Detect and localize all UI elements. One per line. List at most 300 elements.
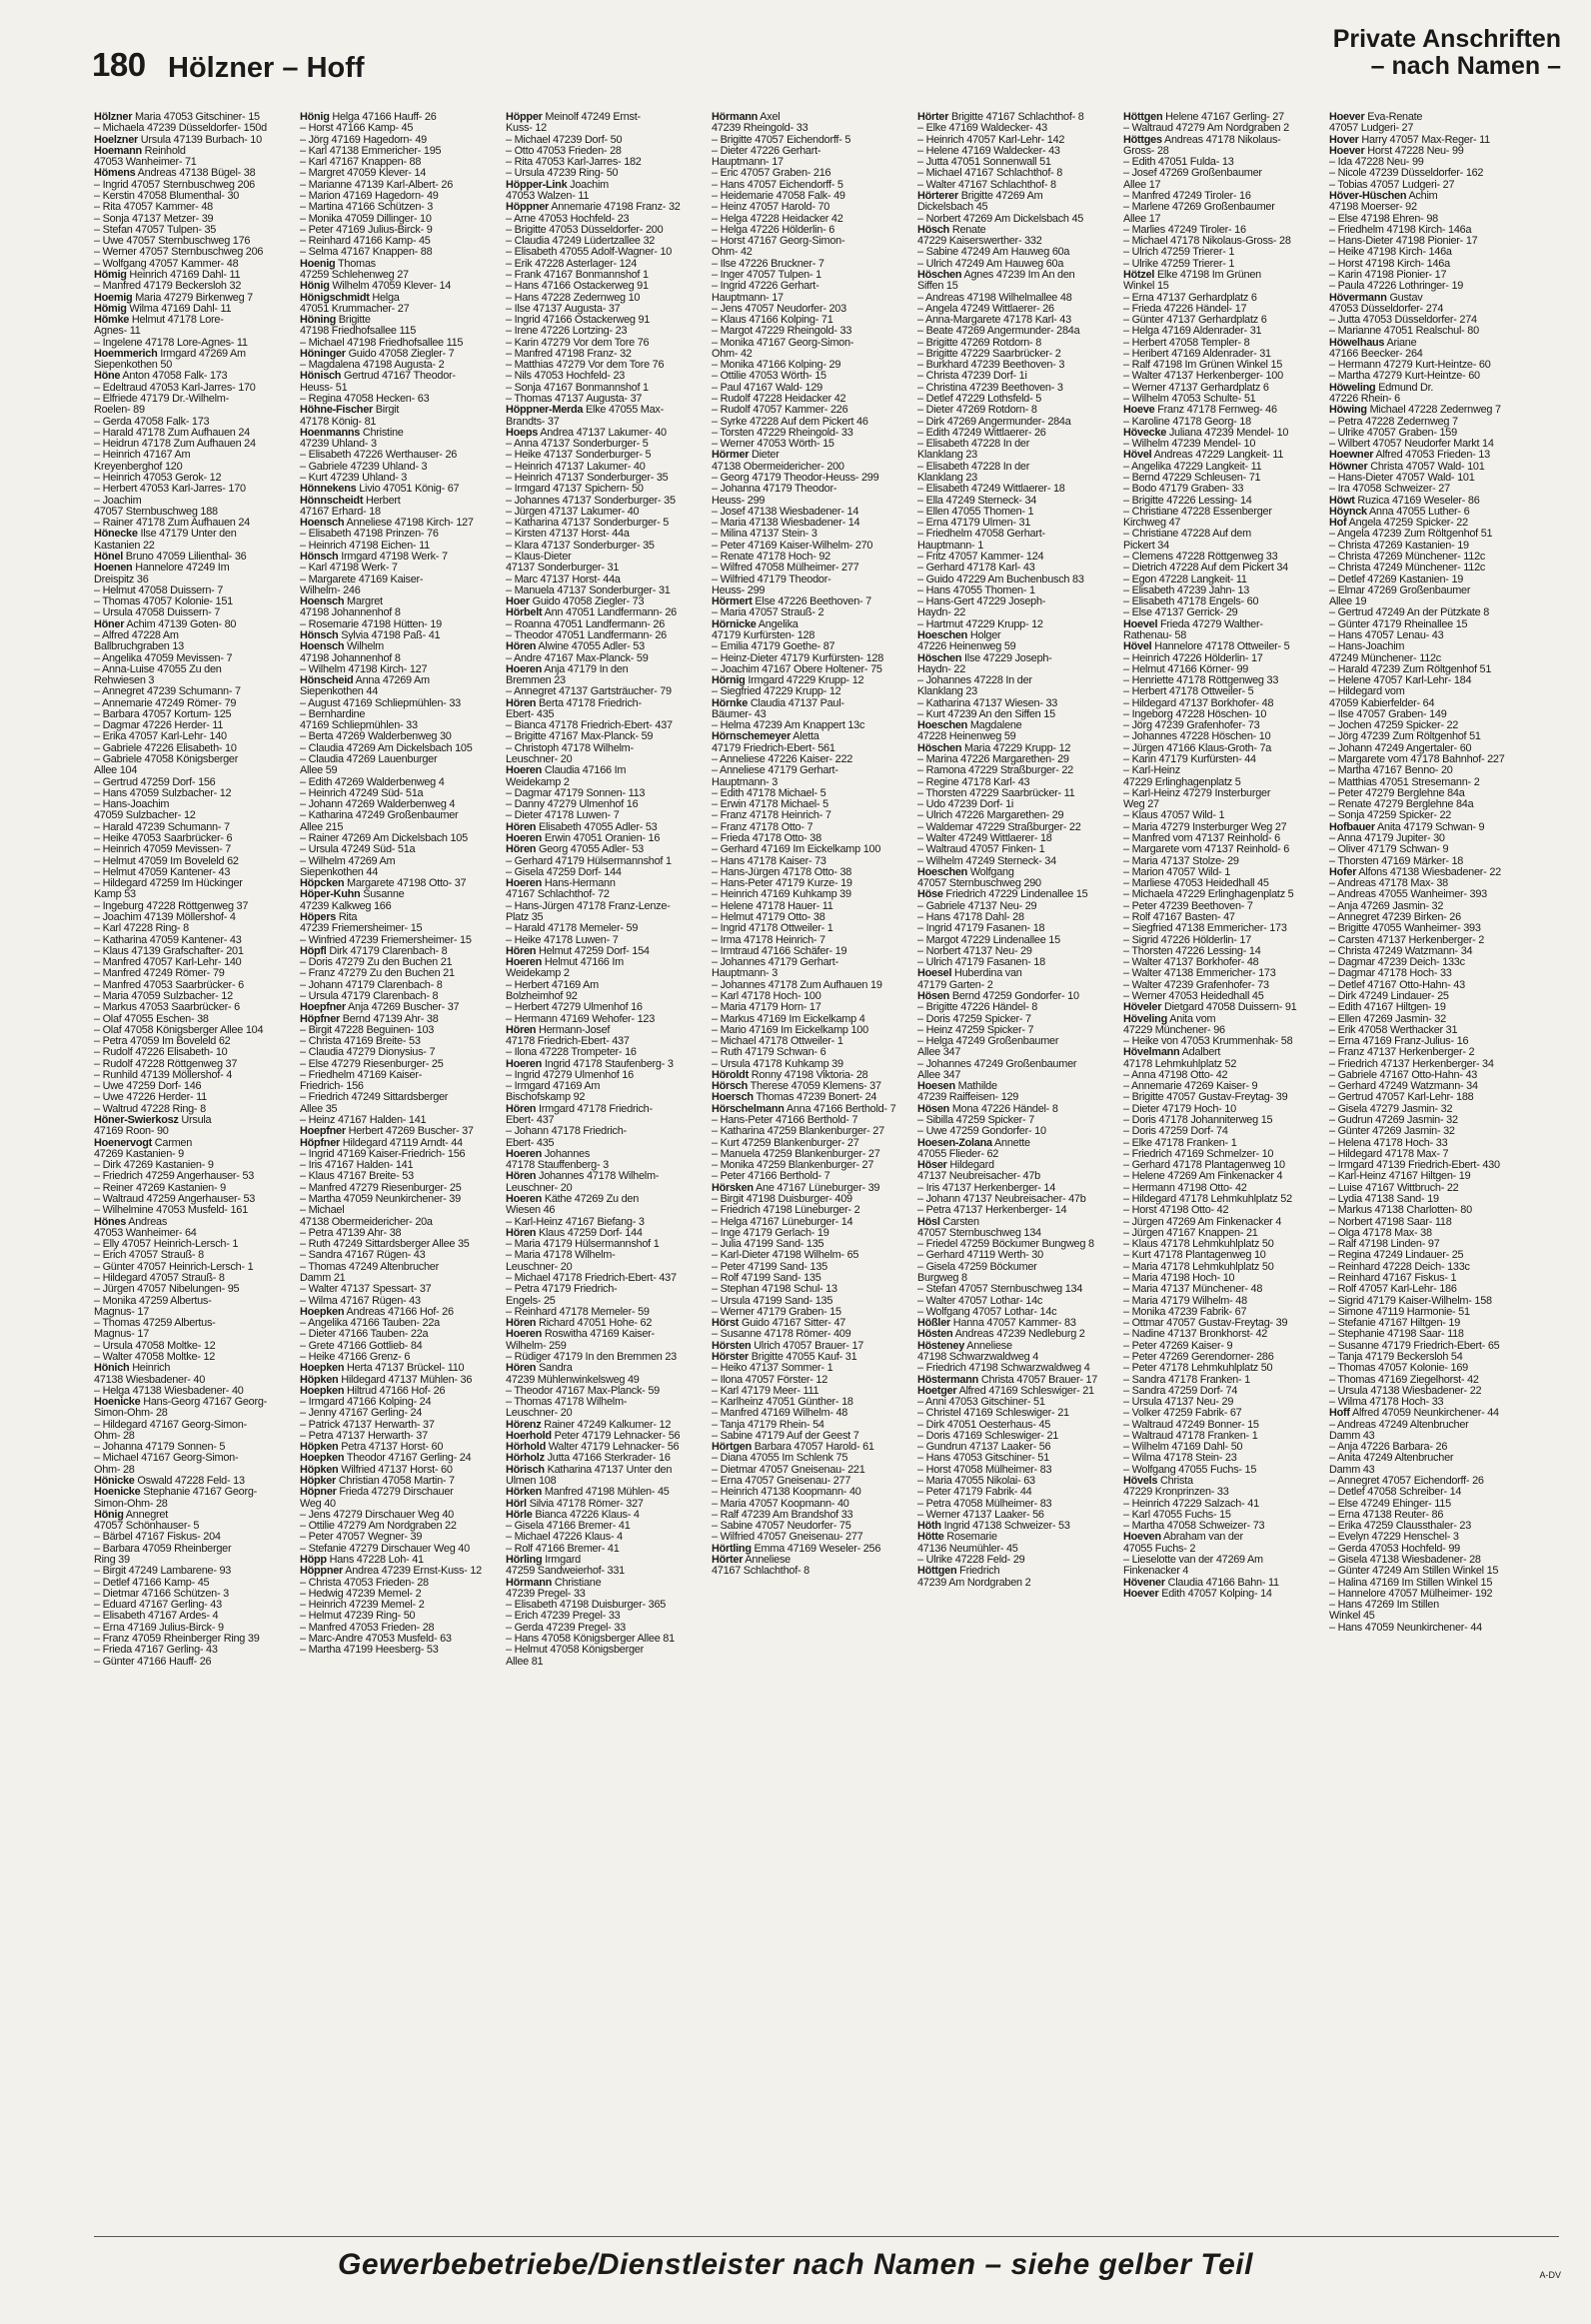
directory-entry [1123,653,1321,664]
directory-entry [506,225,704,236]
directory-entry [300,1600,498,1611]
entry-details: – Tobias 47057 Ludgeri- 27 [1329,179,1455,191]
entry-details: – Heike 47178 Luwen- 7 [506,934,619,946]
entry-details: – Elisabeth 47226 Werthauser- 26 [300,450,458,462]
entry-details: 47239 Kalkweg 166 [300,900,392,912]
directory-entry [94,1059,292,1070]
directory-entry [94,1375,292,1386]
directory-entry [300,991,498,1002]
directory-entry [1329,146,1561,157]
entry-details: – Harald 47178 Zum Aufhauen 24 [94,427,250,439]
directory-entry [1329,607,1561,618]
directory-entry [506,1138,704,1149]
directory-entry [1329,923,1561,934]
entry-details: – Wilbert 47057 Neudorfer Markt 14 [1329,439,1494,451]
entry-details: – Hans 47053 Gitschiner- 51 [917,1453,1049,1465]
entry-details: Haydn- 22 [917,607,965,619]
directory-entry [300,607,498,618]
entry-surname: Hövel [1123,641,1152,653]
entry-details: – Jürgen 47167 Knappen- 21 [1123,1227,1258,1239]
entry-details: Aletta [793,731,819,743]
directory-entry [506,1431,704,1442]
directory-entry [712,1318,909,1329]
directory-entry [917,417,1115,428]
directory-entry [300,1431,498,1442]
entry-details: – Brigitte 47167 Max-Planck- 59 [506,731,654,743]
directory-entry [712,1059,909,1070]
entry-details: – Brigitte 47057 Gustav-Freytag- 39 [1123,1092,1288,1104]
entry-details: – Iris 47137 Herkenberger- 14 [917,1182,1056,1194]
directory-entry [1329,1408,1561,1419]
directory-entry [1123,1250,1321,1261]
entry-surname: Hoepken [300,1453,345,1465]
entry-details: – Paul 47167 Wald- 129 [712,382,822,394]
directory-entry [917,1408,1115,1419]
entry-details: Anita vom [1169,1013,1216,1025]
entry-details: – Elisabeth 47228 In der [917,439,1030,451]
directory-entry [506,1262,704,1273]
entry-details: – Markus 47169 Im Eickelkamp 4 [712,1013,865,1025]
entry-details: – Uwe 47259 Gondorfer- 10 [917,1126,1046,1138]
entry-details: Carsten [942,1216,979,1228]
entry-details: – Johann 47269 Walderbenweg 4 [300,799,456,811]
directory-entry [506,641,704,652]
entry-details: Edith 47057 Kolping- 14 [1161,1588,1272,1600]
directory-entry [506,236,704,247]
entry-details: – Heike von 47053 Krummenhak- 58 [1123,1036,1293,1048]
directory-entry [300,901,498,912]
directory-entry [712,709,909,720]
entry-details: Irmgard [545,1555,581,1566]
directory-entry [94,607,292,618]
entry-details: – Eric 47057 Graben- 216 [712,168,831,180]
entry-details: – Ingrid 47179 Fasanen- 18 [917,923,1045,935]
entry-details: – Regina 47058 Hecken- 63 [300,394,430,406]
directory-entry [1123,496,1321,507]
entry-details: Ring 39 [94,1555,130,1566]
entry-surname: Hören [506,1024,537,1036]
directory-entry [712,1296,909,1307]
directory-entry [300,641,498,652]
name-range-heading: Hölzner – Hoff [168,52,365,84]
directory-entry [94,496,292,507]
directory-entry [94,349,292,360]
entry-details: – Peter 47199 Sand- 135 [712,1261,827,1273]
directory-entry [1329,360,1561,371]
entry-details: Hiltrud 47166 Hof- 26 [347,1385,446,1397]
entry-surname: Höpken [300,1442,339,1454]
directory-entry [94,1555,292,1566]
entry-details: – Eduard 47167 Gerling- 43 [94,1600,222,1612]
directory-entry [506,112,704,123]
entry-details: – Helene 47269 Am Finkenacker 4 [1123,1171,1283,1183]
directory-entry [94,1126,292,1137]
entry-details: – Ulrich 47259 Trierer- 1 [1123,247,1235,259]
entry-details: – Stefan 47057 Sternbuschweg 134 [917,1284,1083,1296]
entry-details: 47059 Kabierfelder- 64 [1329,697,1435,709]
directory-entry [917,1532,1115,1543]
directory-entry [1329,1329,1561,1340]
entry-details: – Doris 47259 Dorf- 74 [1123,1126,1228,1138]
entry-details: – Thomas 47259 Albertus- [94,1318,216,1330]
entry-details: Bäumer- 43 [712,708,767,720]
directory-entry [300,1104,498,1115]
directory-entry [300,1171,498,1182]
entry-details: – Frieda 47178 Otto- 38 [712,833,821,844]
entry-surname: Hönes [94,1216,127,1228]
directory-entry [917,799,1115,810]
entry-surname: Hövelmann [1123,1047,1180,1059]
entry-details: Rosemarie [946,1532,997,1544]
entry-surname: Höschen [917,742,962,754]
directory-entry [506,135,704,146]
entry-details: – Roanna 47051 Landfermann- 26 [506,618,666,630]
entry-details: – Anja 47269 Jasmin- 32 [1329,900,1444,912]
directory-entry [917,146,1115,157]
entry-details: – Ramona 47229 Straßburger- 22 [917,765,1073,777]
entry-surname: Hövermann [1329,292,1387,304]
entry-details: – Bianca 47178 Friedrich-Ebert- 437 [506,720,673,732]
directory-entry [94,1363,292,1374]
directory-entry [712,844,909,855]
entry-details: Wilhelm [347,641,385,653]
entry-surname: Hörling [506,1555,543,1566]
directory-entry [300,935,498,946]
directory-entry [94,1600,292,1611]
entry-details: – Hans 47166 Ostackerweg 91 [506,281,649,293]
directory-entry [94,1623,292,1634]
directory-entry [1123,664,1321,675]
entry-details: 47228 Heinenweg 59 [917,731,1016,743]
entry-details: – Olga 47178 Max- 38 [1329,1227,1432,1239]
directory-entry [712,281,909,292]
entry-details: – Rudolf 47057 Kammer- 226 [712,405,848,417]
directory-entry [300,439,498,450]
entry-surname: Höttgen [1123,112,1163,123]
directory-entry [506,1273,704,1284]
entry-surname: Höner [94,618,125,630]
entry-details: Anneliese 47198 Kirch- 127 [346,518,474,530]
entry-details: – Gabriele 47137 Neu- 29 [917,900,1037,912]
directory-entry [94,214,292,225]
directory-entry [94,1341,292,1352]
entry-details: Magnus- 17 [94,1329,150,1341]
directory-entry [506,1510,704,1521]
entry-details: – Franz 47178 Heinrich- 7 [712,810,831,822]
entry-details: Burgweg 8 [917,1272,967,1284]
entry-details: – Jürgen 47057 Nibelungen- 95 [94,1284,240,1296]
directory-entry [712,484,909,495]
directory-entry [300,1420,498,1431]
directory-entry [506,214,704,225]
directory-entry [300,383,498,394]
entry-details: – Karin 47198 Pionier- 17 [1329,269,1447,281]
directory-entry [506,157,704,168]
entry-details: – Detlef 47229 Lothsfeld- 5 [917,394,1042,406]
entry-surname: Hörtgen [712,1442,752,1454]
directory-entry [712,315,909,326]
directory-entry [1329,1476,1561,1487]
directory-entry [712,191,909,202]
entry-details: – Peter 47057 Wegner- 39 [300,1532,423,1544]
entry-details: – Horst 47198 Kirch- 146a [1329,258,1450,270]
directory-entry [917,123,1115,134]
directory-entry [1123,383,1321,394]
directory-entry [917,259,1115,270]
directory-entry [300,202,498,213]
entry-details: – Werner 47053 Heidedhall 45 [1123,990,1264,1002]
directory-entry [1329,1262,1561,1273]
entry-details: – Ursula 47199 Sand- 135 [712,1295,833,1307]
directory-entry [1123,349,1321,360]
entry-surname: Hofer [1329,866,1357,878]
entry-details: – Heinz-Dieter 47179 Kurfürsten- 128 [712,652,884,664]
entry-details: – Olaf 47058 Königsberger Allee 104 [94,1024,264,1036]
entry-surname: Höse [917,889,943,901]
entry-details: – Günter 47249 Am Stillen Winkel 15 [1329,1566,1499,1578]
directory-entry [506,1341,704,1352]
entry-details: – August 47169 Schliepmühlen- 33 [300,697,461,709]
directory-entry [1123,168,1321,179]
directory-entry [1329,214,1561,225]
directory-entry [1123,878,1321,889]
directory-entry [94,518,292,529]
directory-entry [1329,1205,1561,1216]
directory-entry [94,450,292,461]
entry-details: – Sonja 47259 Spicker- 22 [1329,810,1452,822]
entry-details: 47198 Moerser- 92 [1329,202,1417,214]
directory-entry [1329,596,1561,607]
directory-entry [917,326,1115,337]
directory-entry [1329,822,1561,833]
entry-surname: Hörsten [712,1340,752,1352]
directory-entry [94,1171,292,1182]
entry-surname: Höner-Swierkosz [94,1115,179,1127]
directory-entry [1123,810,1321,821]
directory-entry [712,575,909,585]
directory-entry [506,946,704,957]
directory-entry [1329,980,1561,991]
entry-details: – Wolfgang 47055 Fuchs- 15 [1123,1464,1257,1476]
directory-entry [712,1341,909,1352]
directory-entry [1329,1420,1561,1431]
entry-surname: Hönig [300,281,330,293]
entry-details: – Günter 47137 Gerhardplatz 6 [1123,315,1267,327]
directory-entry [1329,833,1561,844]
entry-details: Wilhelm- 246 [300,584,361,596]
directory-entry [1329,349,1561,360]
entry-details: – Brigitte 47229 Saarbrücker- 2 [917,348,1061,360]
directory-entry [712,810,909,821]
entry-details: – Andreas 47198 Wilhelmallee 48 [917,292,1072,304]
entry-details: Andreas 47138 Bügel- 38 [137,168,256,180]
entry-details: Allee 17 [1123,213,1161,225]
entry-details: Claudia 47137 Paul- [750,697,844,709]
directory-entry [506,1104,704,1115]
entry-details: – Wilhelm 47249 Sterneck- 34 [917,855,1056,867]
entry-details: – Josef 47269 Großenbaumer [1123,168,1262,180]
entry-details: Andreas 47239 Nedleburg 2 [954,1329,1085,1341]
entry-details: – Diana 47055 Im Schlenk 75 [712,1453,848,1465]
entry-details: Roswitha 47169 Kaiser- [544,1329,655,1341]
directory-entry [917,1510,1115,1521]
directory-entry [712,1397,909,1408]
directory-entry [1329,765,1561,776]
directory-entry [506,743,704,754]
directory-entry [300,1149,498,1160]
directory-entry [1123,1228,1321,1239]
directory-entry [506,585,704,596]
entry-details: – Heinz 47057 Harold- 70 [712,202,830,214]
directory-entry [1123,799,1321,810]
entry-surname: Höning [300,315,337,327]
entry-details: – Reinhard 47178 Memeler- 59 [506,1306,650,1318]
entry-details: – Peter 47279 Berglehne 84a [1329,787,1465,799]
directory-entry [506,675,704,686]
entry-details: Damm 43 [1329,1430,1375,1442]
directory-entry [1123,439,1321,450]
directory-entry [300,1578,498,1589]
directory-entry [300,360,498,371]
entry-surname: Hösl [917,1216,940,1228]
entry-details: Ebert- 435 [506,708,555,720]
directory-entry [300,462,498,473]
entry-details: – Anna 47198 Otto- 42 [1123,1069,1228,1081]
entry-details: – Johann 47179 Clarenbach- 8 [300,979,443,991]
entry-details: – Wolfgang 47057 Kammer- 48 [94,258,239,270]
directory-entry [94,1002,292,1013]
directory-entry [506,991,704,1002]
directory-entry [1329,1115,1561,1126]
directory-entry [1123,833,1321,844]
directory-entry [1123,777,1321,788]
entry-details: – Ilse 47226 Bruckner- 7 [712,258,824,270]
entry-details: Leuschner- 20 [506,1182,573,1194]
entry-details: – Franz 47137 Herkenberger- 2 [1329,1047,1475,1059]
entry-surname: Hönig [300,112,330,123]
directory-entry [300,743,498,754]
entry-details: 47169 Roon- 90 [94,1126,169,1138]
entry-details: Simon-Ohm- 28 [94,1408,168,1420]
entry-details: Herbert [365,495,401,507]
entry-details: – Werner 47179 Graben- 15 [712,1306,841,1318]
entry-details: – Jens 47057 Neudorfer- 203 [712,303,846,315]
directory-entry [917,1555,1115,1566]
directory-entry [712,596,909,607]
entry-details: – Danny 47279 Ulmenhof 16 [506,799,639,811]
directory-entry [1123,923,1321,934]
entry-details: – Gudrun 47269 Jasmin- 32 [1329,1115,1458,1127]
directory-entry [1329,1296,1561,1307]
entry-surname: Hoepken [300,1306,345,1318]
entry-details: Irmgard 47178 Friedrich- [539,1103,653,1115]
entry-surname: Hoeschen [917,720,968,732]
directory-entry [94,1645,292,1656]
directory-entry [1123,473,1321,484]
directory-entry [300,709,498,720]
directory-entry [1329,202,1561,213]
entry-details: – Brigitte 47269 Rotdorn- 8 [917,337,1042,349]
directory-entry [1123,1408,1321,1419]
entry-details: – Else 47198 Ehren- 98 [1329,213,1438,225]
directory-entry [1123,112,1321,123]
entry-details: Christine [362,427,404,439]
entry-details: – Dietmar 47057 Gneisenau- 221 [712,1464,865,1476]
directory-entry [506,202,704,213]
entry-surname: Hoenig [300,258,336,270]
directory-entry [506,1476,704,1487]
directory-entry [1123,619,1321,630]
directory-entry [1123,1194,1321,1205]
directory-entry [506,529,704,540]
directory-entry [1123,889,1321,900]
directory-entry [917,338,1115,349]
entry-details: Rathenau- 58 [1123,629,1186,641]
directory-entry [917,731,1115,742]
directory-entry [1123,1363,1321,1374]
entry-surname: Hoewner [1329,450,1374,462]
entry-details: – Josef 47138 Wiesbadener- 14 [712,506,859,518]
entry-details: – Ingrid 47169 Kaiser-Friedrich- 156 [300,1148,466,1160]
directory-entry [917,946,1115,957]
entry-details: Margarete 47198 Otto- 37 [347,878,467,890]
directory-entry [917,720,1115,731]
directory-entry [300,1273,498,1284]
directory-entry [300,315,498,326]
entry-details: – Burkhard 47239 Beethoven- 3 [917,360,1065,372]
entry-details: Winkel 15 [1123,281,1169,293]
directory-entry [917,518,1115,529]
entry-details: Käthe 47269 Zu den [544,1194,640,1205]
entry-details: Ebert- 437 [506,1115,555,1127]
directory-entry [1329,686,1561,697]
directory-entry [712,912,909,923]
entry-surname: Höveling [1123,1013,1167,1025]
entry-details: – Matthias 47051 Stresemann- 2 [1329,776,1480,788]
directory-entry [94,112,292,123]
entry-details: Achim [1408,190,1438,202]
entry-details: – Helmut 47059 Im Boveleld 62 [94,855,239,867]
directory-entry [300,1499,498,1510]
directory-entry [94,754,292,765]
entry-details: – Jörg 47169 Hagedorn- 49 [300,134,427,146]
directory-entry [1329,1589,1561,1600]
directory-entry [1123,1002,1321,1013]
directory-entry [94,1307,292,1318]
entry-details: – Ruth 47249 Sittardsberger Allee 35 [300,1239,470,1251]
directory-entry [300,575,498,585]
entry-details: – Angelika 47229 Langkeit- 11 [1123,461,1262,473]
directory-entry [300,405,498,416]
entry-details: Helmut 47259 Dorf- 154 [539,945,650,957]
directory-entry [1123,765,1321,776]
directory-entry [1329,575,1561,585]
entry-details: – Joachim 47139 Möllershof- 4 [94,911,236,923]
directory-entry [917,1386,1115,1397]
directory-entry [300,664,498,675]
directory-entry [1329,1002,1561,1013]
entry-details: – Monika 47259 Blankenburger- 27 [712,1160,874,1172]
directory-entry [1123,641,1321,652]
entry-details: – Friedhelm 47169 Kaiser- [300,1069,423,1081]
directory-entry [506,867,704,878]
entry-details: – Stephanie 47198 Saar- 118 [1329,1329,1464,1341]
directory-entry [712,856,909,867]
entry-details: – Ulrike 47228 Feld- 29 [917,1555,1025,1566]
directory-entry [712,991,909,1002]
entry-surname: Hörnschemeyer [712,731,792,743]
entry-details: Bremmen 23 [506,675,566,687]
